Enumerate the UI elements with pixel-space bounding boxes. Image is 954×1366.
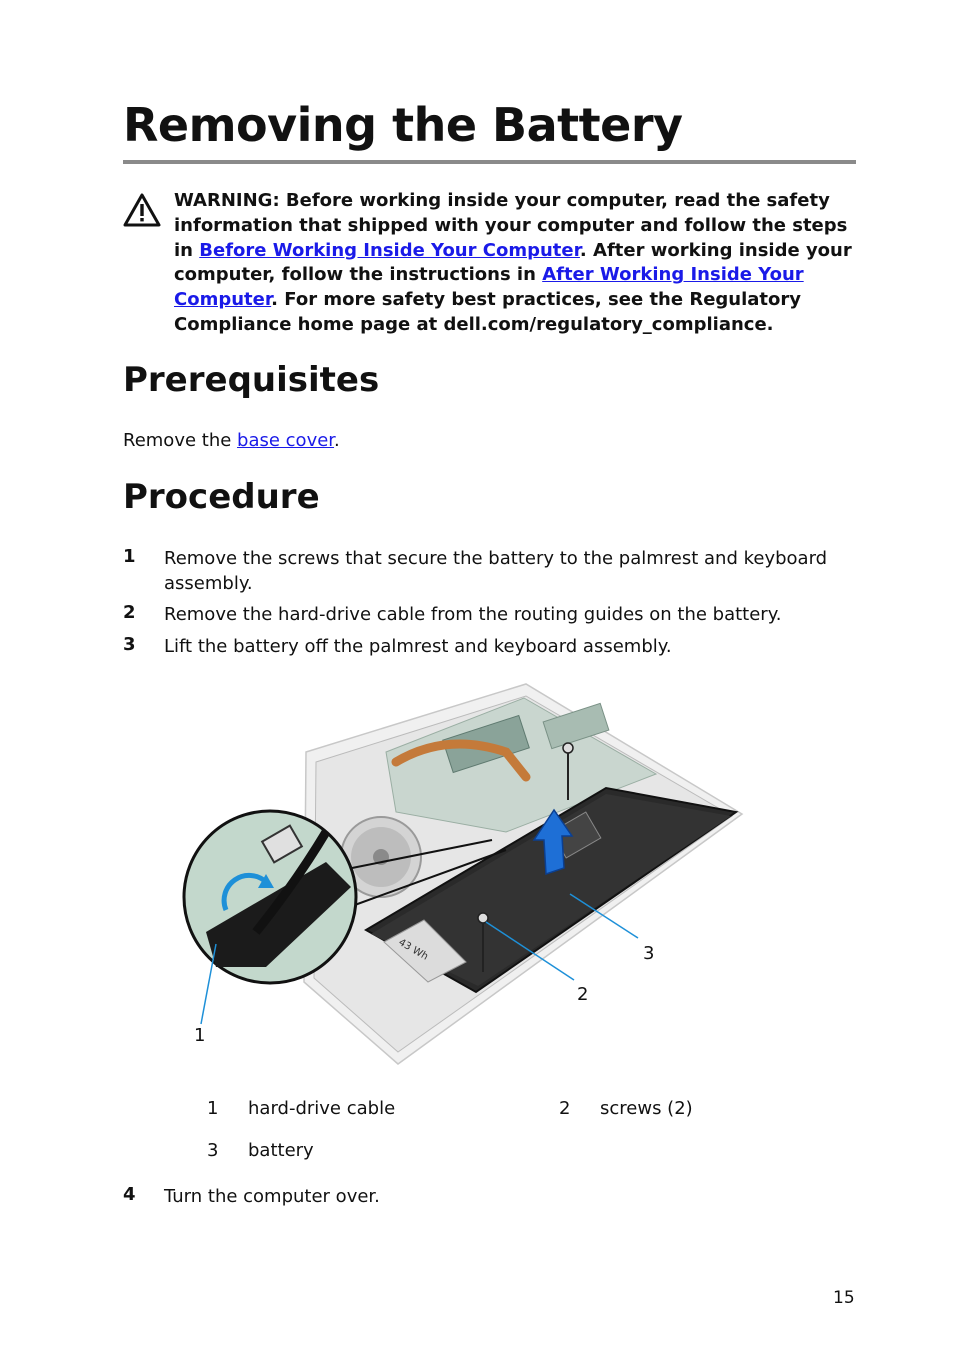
legend-label: screws (2) <box>600 1098 693 1119</box>
step-text: Turn the computer over. <box>164 1186 380 1207</box>
step-number: 2 <box>123 602 136 623</box>
battery-removal-figure <box>176 682 746 1067</box>
battery-label: 43 Wh <box>396 937 430 963</box>
step-number: 4 <box>123 1184 136 1205</box>
legend-label: hard-drive cable <box>248 1098 396 1119</box>
warning-text <box>174 189 864 338</box>
prerequisites-text <box>123 430 340 451</box>
step-number: 3 <box>123 634 136 655</box>
before-working-link[interactable]: Before Working Inside Your Computer <box>199 239 580 261</box>
warning-text-part: . For more safety best practices, see the Regulatory Compliance home page at dell.com/regulatory_compliance. <box>174 289 801 335</box>
legend-number: 3 <box>207 1140 219 1161</box>
page-number: 15 <box>833 1288 855 1308</box>
warning-text-part: WARNING: Before working inside your computer, read the safety information that shipped with your computer and follow the steps in <box>174 190 848 261</box>
title-rule <box>123 160 856 164</box>
callout-1: 1 <box>194 1025 206 1046</box>
warning-text-part: . After working inside your computer, follow the instructions in <box>174 239 852 286</box>
step-text: Remove the screws that secure the battery to the palmrest and keyboard assembly. <box>164 548 828 594</box>
step-number: 1 <box>123 546 136 567</box>
callout-3: 3 <box>643 943 655 964</box>
base-cover-link[interactable]: base cover <box>237 430 335 451</box>
prereq-text-before: Remove the <box>123 430 238 451</box>
warning-triangle-icon <box>123 193 161 227</box>
procedure-heading: Procedure <box>123 477 320 517</box>
prerequisites-heading: Prerequisites <box>123 360 380 400</box>
step-text: Lift the battery off the palmrest and keyboard assembly. <box>164 636 672 657</box>
legend-number: 2 <box>559 1098 571 1119</box>
legend-number: 1 <box>207 1098 219 1119</box>
legend-label: battery <box>248 1140 314 1161</box>
callout-2: 2 <box>577 984 589 1005</box>
prereq-text-after: . <box>334 430 340 451</box>
after-working-link[interactable]: After Working Inside Your Computer <box>174 264 804 311</box>
step-text: Remove the hard-drive cable from the routing guides on the battery. <box>164 604 782 625</box>
page-title: Removing the Battery <box>123 98 683 152</box>
